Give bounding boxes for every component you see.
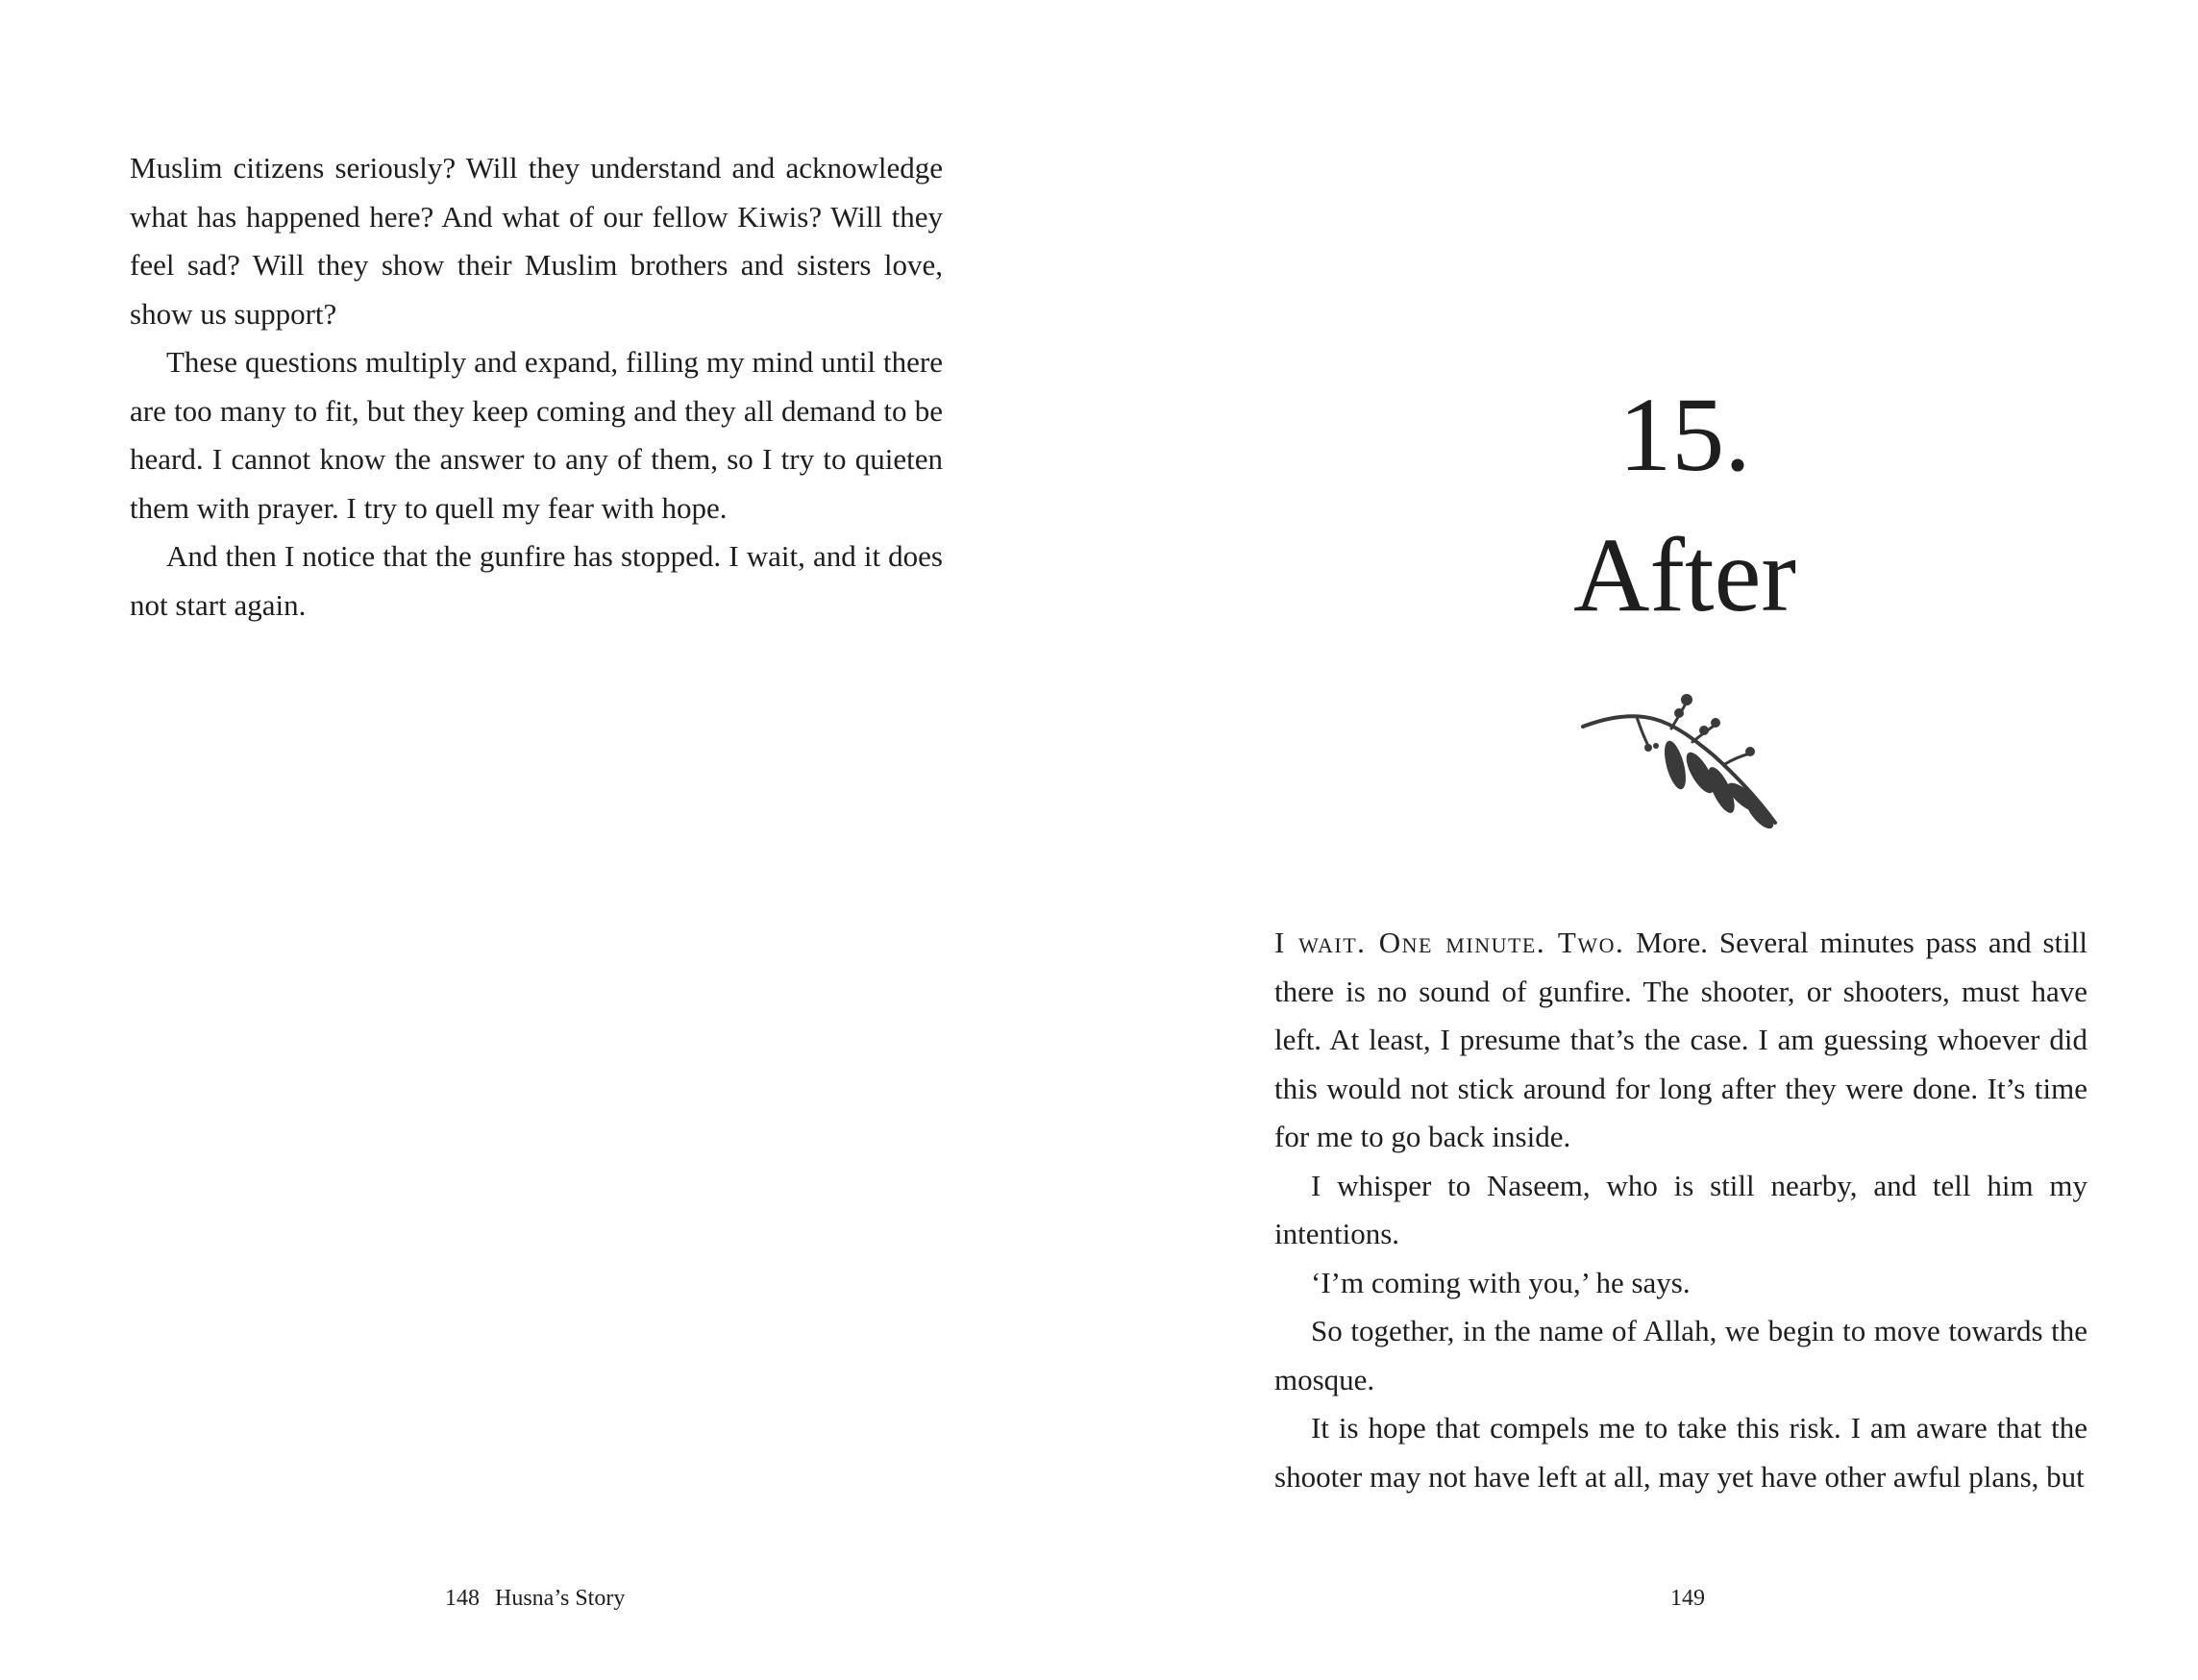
right-page-body [1274,919,2087,1501]
paragraph: So together, in the name of Allah, we begin to move towards the mosque. [1274,1314,2087,1396]
paragraph-continuation: More. Several minutes pass and still there is no sound of gunfire. The shooter, or shooters, must have left. At least, I presume that’s the case. I am guessing whoever did this would not stick around for long after they were done. It’s time for me to go back inside. [1274,926,2087,1153]
paragraph: I whisper to Naseem, who is still nearby, and tell him my intentions. [1274,1168,2087,1250]
left-page-folio [445,1584,625,1613]
page-number: 149 [1670,1586,1705,1611]
olive-branch-icon [1579,690,1791,834]
left-page-body [130,144,943,630]
running-head: Husna’s Story [495,1586,626,1611]
paragraph: And then I notice that the gunfire has stopped. I wait, and it does not start again. [130,539,943,622]
chapter-title: After [1572,516,1797,633]
paragraph: These questions multiply and expand, filling my mind until there are too many to fit, but they keep coming and they all demand to be heard. I cannot know the answer to any of them, so I try to quieten them with prayer. I try to quell my fear with hope. [130,345,943,525]
paragraph: Muslim citizens seriously? Will they understand and acknowledge what has happened here? And what of our fellow Kiwis? Will they feel sad? Will they show their Muslim brothers and sisters love, show us support? [130,151,943,331]
right-page [1099,0,2198,1680]
opening-smallcaps: I wait. One minute. Two. [1274,926,1625,959]
chapter-number: 15. [1618,376,1751,493]
paragraph: ‘I’m coming with you,’ he says. [1311,1265,1691,1299]
paragraph: It is hope that compels me to take this risk. I am aware that the shooter may not have left at all, may yet have other awful plans, but [1274,1411,2087,1494]
page-number: 148 [445,1586,480,1611]
paragraph [1274,919,2087,1162]
